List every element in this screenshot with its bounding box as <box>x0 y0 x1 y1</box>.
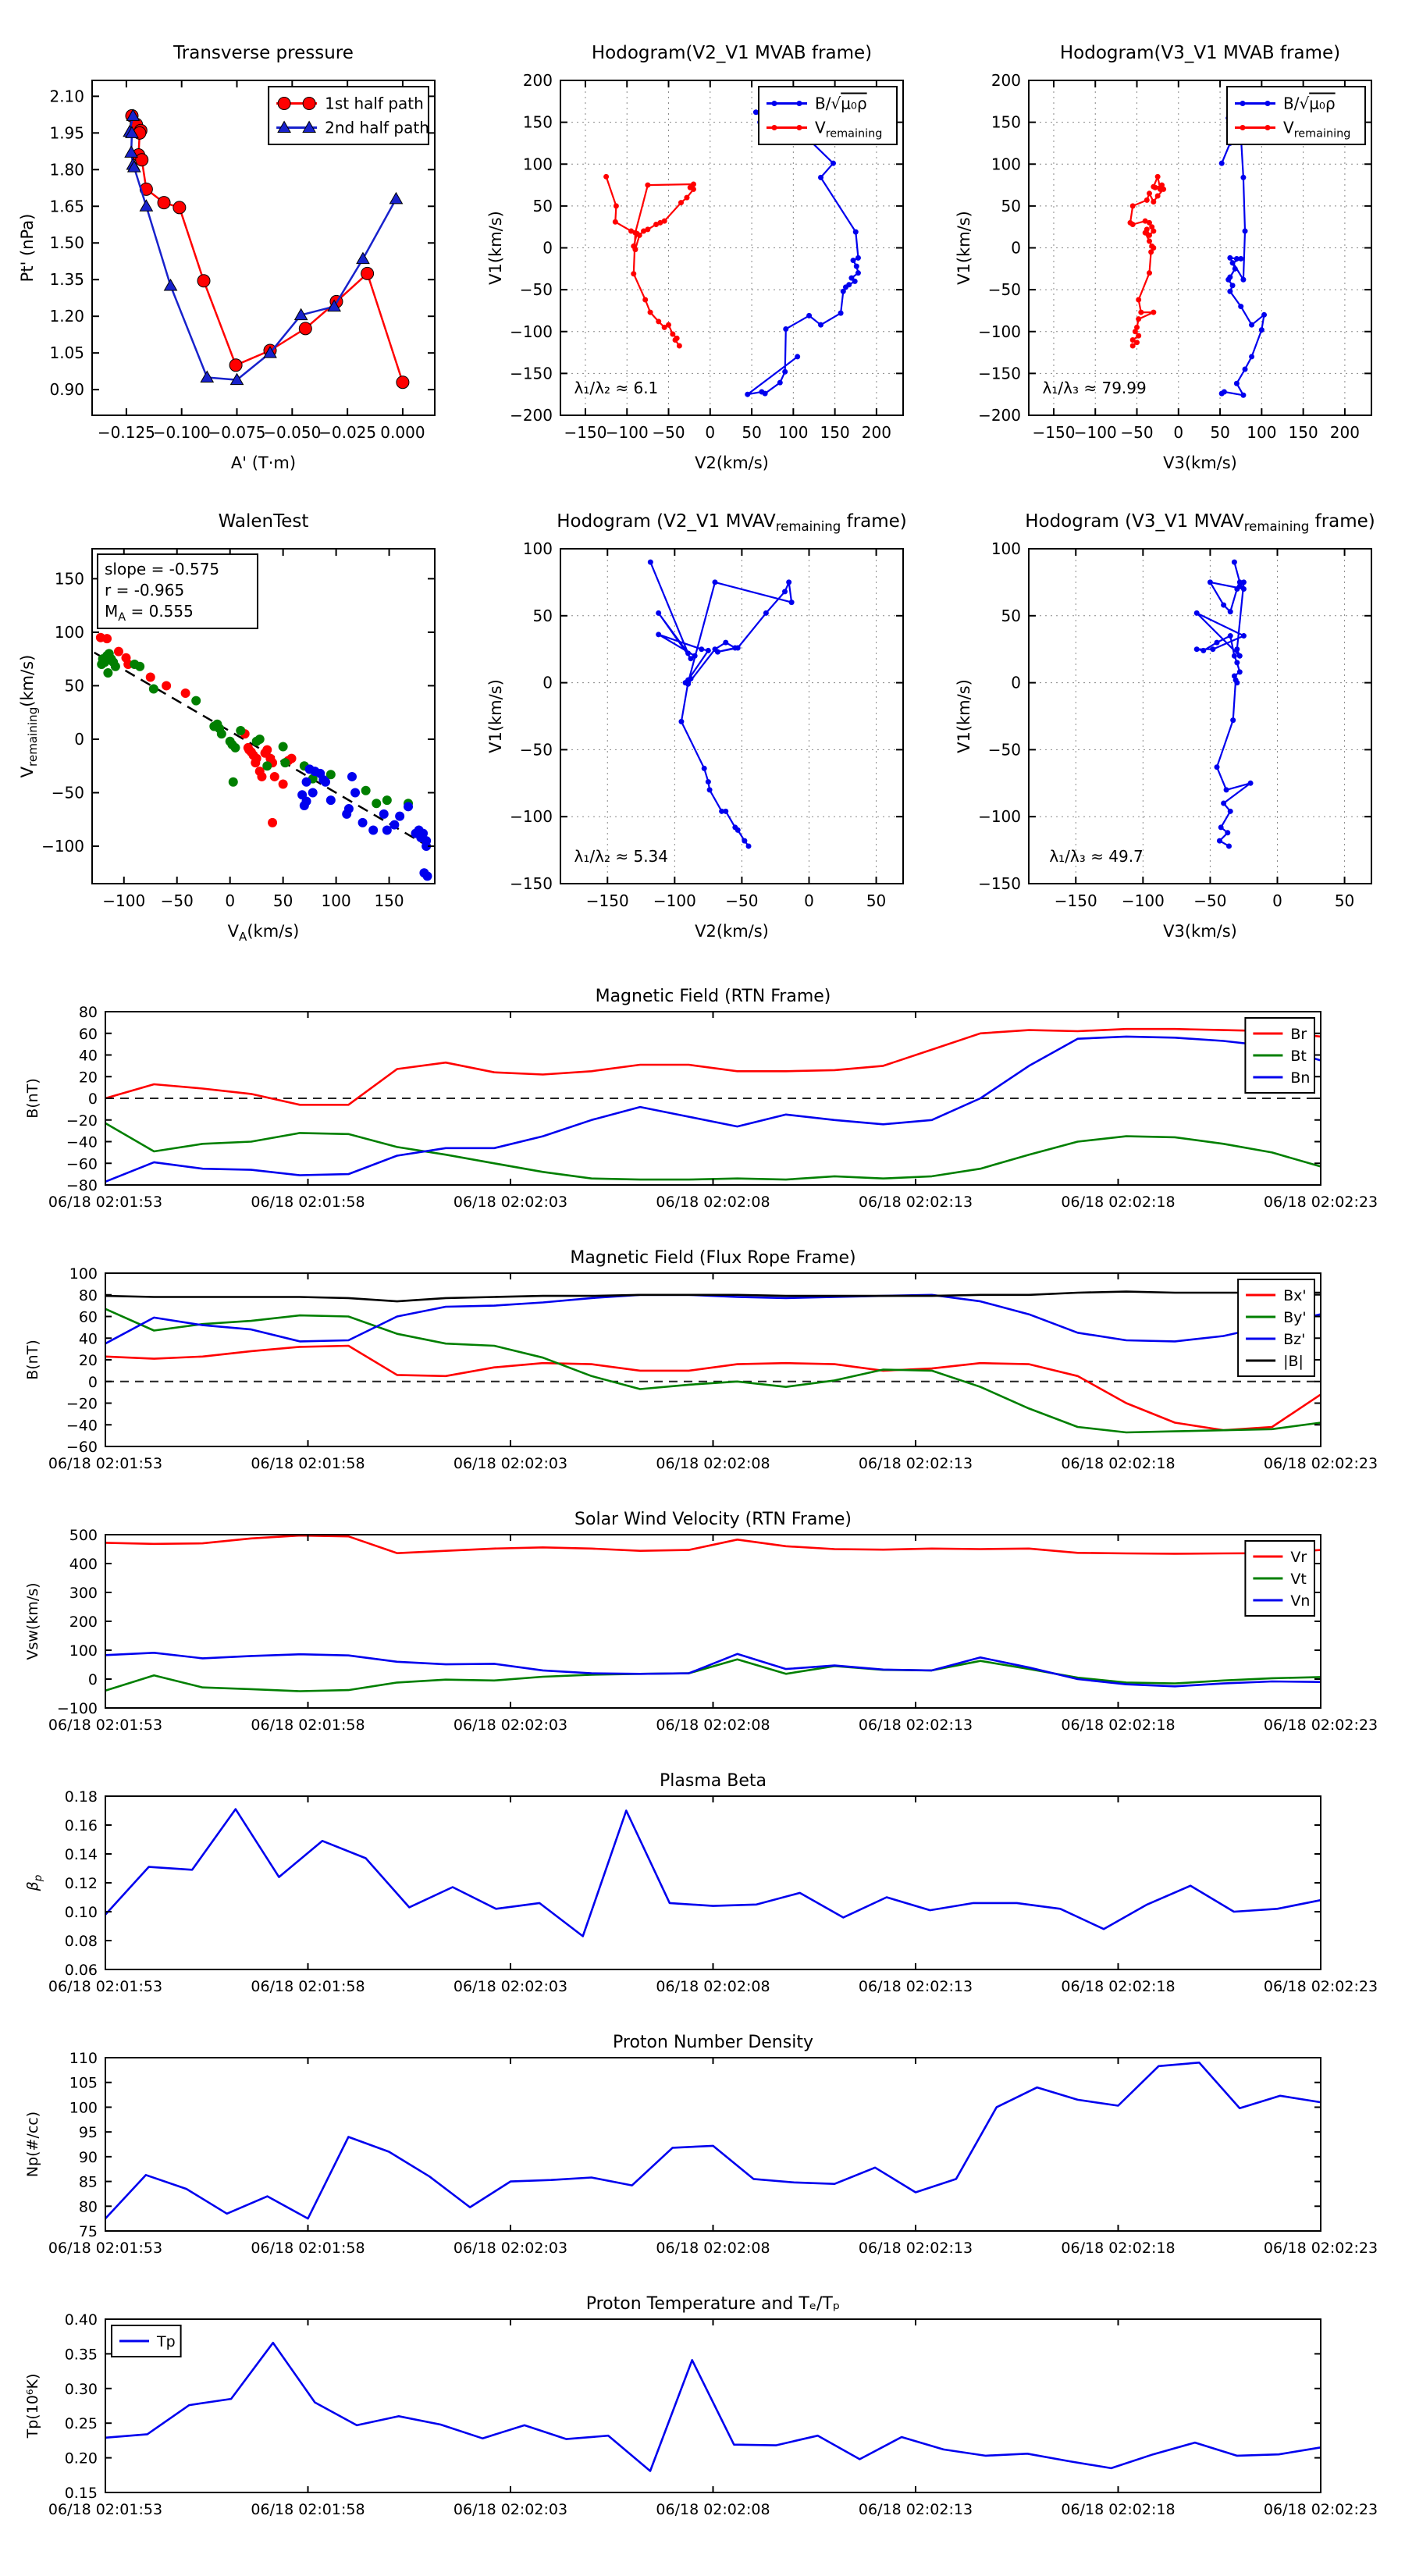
panel-b-rtn <box>0 979 1405 1240</box>
svg-text:50: 50 <box>272 891 293 910</box>
scatter-row-2 <box>0 475 1405 943</box>
svg-text:06/18 02:02:03: 06/18 02:02:03 <box>453 1978 568 1995</box>
svg-text:60: 60 <box>78 1025 98 1043</box>
svg-text:06/18 02:02:13: 06/18 02:02:13 <box>858 2501 973 2518</box>
svg-text:0.25: 0.25 <box>64 2415 98 2433</box>
svg-text:0: 0 <box>804 891 814 910</box>
svg-text:06/18 02:02:03: 06/18 02:02:03 <box>453 1717 568 1734</box>
svg-text:Bt: Bt <box>1290 1048 1307 1065</box>
svg-text:−50: −50 <box>652 423 685 442</box>
svg-text:60: 60 <box>78 1308 98 1326</box>
svg-text:Magnetic Field (RTN Frame): Magnetic Field (RTN Frame) <box>595 987 831 1006</box>
svg-text:110: 110 <box>69 2050 98 2067</box>
svg-text:06/18 02:02:03: 06/18 02:02:03 <box>453 1455 568 1472</box>
svg-text:06/18 02:02:13: 06/18 02:02:13 <box>858 1717 973 1734</box>
svg-text:06/18 02:02:03: 06/18 02:02:03 <box>453 2501 568 2518</box>
svg-text:Pt' (nPa): Pt' (nPa) <box>18 213 37 283</box>
svg-text:−0.100: −0.100 <box>152 423 211 442</box>
svg-text:Vremaining(km/s): $V_{remaining}(km/s)$ <box>18 654 40 778</box>
svg-text:−100: −100 <box>510 807 553 827</box>
svg-text:06/18 02:02:08: 06/18 02:02:08 <box>656 1455 770 1472</box>
panel-proton-temperature <box>0 2286 1405 2548</box>
svg-text:|B|: |B| <box>1283 1353 1304 1370</box>
svg-text:06/18 02:02:08: 06/18 02:02:08 <box>656 1717 770 1734</box>
svg-text:0.90: 0.90 <box>49 380 84 400</box>
svg-text:λ₁/λ₃ ≈ 49.7: λ₁/λ₃ ≈ 49.7 <box>1049 847 1144 866</box>
svg-text:−40: −40 <box>66 1133 98 1151</box>
svg-text:−150: −150 <box>585 891 629 910</box>
svg-text:Transverse pressure: Transverse pressure <box>173 43 354 63</box>
svg-text:40: 40 <box>78 1330 98 1348</box>
svg-text:95: 95 <box>78 2124 98 2142</box>
panel-hodogram-v2v1-mvav <box>468 475 937 943</box>
svg-text:06/18 02:02:08: 06/18 02:02:08 <box>656 1194 770 1211</box>
svg-text:06/18 02:01:53: 06/18 02:01:53 <box>48 1717 163 1734</box>
svg-text:Vr: Vr <box>1290 1549 1307 1566</box>
svg-text:85: 85 <box>78 2173 98 2191</box>
svg-text:Hodogram(V2_V1 MVAB frame): Hodogram(V2_V1 MVAB frame) <box>591 43 873 63</box>
svg-text:r = -0.965: r = -0.965 <box>105 581 185 600</box>
svg-text:0.12: 0.12 <box>64 1875 98 1892</box>
svg-text:−50: −50 <box>725 891 759 910</box>
svg-text:06/18 02:01:58: 06/18 02:01:58 <box>251 1978 365 1995</box>
panel-transverse-pressure <box>0 6 468 475</box>
svg-text:40: 40 <box>78 1047 98 1065</box>
svg-text:−150: −150 <box>978 874 1021 893</box>
svg-text:2.10: 2.10 <box>49 87 84 106</box>
svg-text:−150: −150 <box>564 423 607 442</box>
svg-text:100: 100 <box>69 1265 98 1283</box>
svg-text:50: 50 <box>1001 196 1021 215</box>
svg-text:06/18 02:02:13: 06/18 02:02:13 <box>858 1455 973 1472</box>
svg-text:−50: −50 <box>519 740 553 760</box>
svg-text:Np(#/cc): Np(#/cc) <box>24 2111 41 2178</box>
svg-text:Bx': Bx' <box>1283 1287 1307 1304</box>
svg-text:βp: $\beta_p$ <box>24 1874 44 1891</box>
svg-text:MA = 0.555: $M_A = 0.555$ <box>105 602 194 624</box>
svg-text:Bn: Bn <box>1290 1069 1311 1087</box>
svg-text:80: 80 <box>78 1004 98 1021</box>
svg-text:Vremaining: $V_{remaining}$ <box>1283 118 1351 141</box>
svg-text:0: 0 <box>1272 891 1282 910</box>
svg-text:1.95: 1.95 <box>49 123 84 143</box>
svg-text:50: 50 <box>1001 606 1021 625</box>
svg-text:0.06: 0.06 <box>64 1962 98 1979</box>
svg-text:150: 150 <box>991 112 1021 132</box>
svg-text:90: 90 <box>78 2148 98 2166</box>
svg-text:0.35: 0.35 <box>64 2346 98 2364</box>
svg-text:−60: −60 <box>66 1439 98 1456</box>
svg-text:50: 50 <box>866 891 887 910</box>
svg-text:1.20: 1.20 <box>49 307 84 326</box>
svg-text:−100: −100 <box>1121 891 1165 910</box>
svg-text:1st half path: 1st half path <box>325 94 424 113</box>
svg-text:06/18 02:02:23: 06/18 02:02:23 <box>1263 1455 1378 1472</box>
svg-text:50: 50 <box>1334 891 1355 910</box>
svg-text:400: 400 <box>69 1556 98 1573</box>
svg-text:06/18 02:02:08: 06/18 02:02:08 <box>656 1978 770 1995</box>
panel-plasma-beta <box>0 1763 1405 2025</box>
svg-text:150: 150 <box>54 569 84 589</box>
svg-text:0.14: 0.14 <box>64 1846 98 1863</box>
svg-text:WalenTest: WalenTest <box>218 511 309 532</box>
svg-text:50: 50 <box>1210 423 1230 442</box>
svg-text:slope = -0.575: slope = -0.575 <box>105 560 220 578</box>
svg-text:B/√μ₀ρ: B/√μ₀ρ <box>1283 94 1336 113</box>
svg-text:−50: −50 <box>987 280 1021 300</box>
svg-text:100: 100 <box>1247 423 1277 442</box>
scatter-row-1 <box>0 6 1405 475</box>
svg-text:λ₁/λ₂ ≈ 6.1: λ₁/λ₂ ≈ 6.1 <box>574 379 659 398</box>
svg-text:V3(km/s): V3(km/s) <box>1163 922 1237 941</box>
svg-text:06/18 02:01:53: 06/18 02:01:53 <box>48 2240 163 2257</box>
svg-text:A' (T·m): A' (T·m) <box>230 454 297 472</box>
svg-text:200: 200 <box>861 423 891 442</box>
svg-text:1.05: 1.05 <box>49 343 84 363</box>
svg-text:B(nT): B(nT) <box>24 1078 41 1119</box>
svg-text:Tp(10⁶K): Tp(10⁶K) <box>24 2373 41 2439</box>
svg-text:100: 100 <box>778 423 809 442</box>
svg-text:B(nT): B(nT) <box>24 1340 41 1380</box>
svg-text:Br: Br <box>1290 1026 1307 1043</box>
svg-text:1.65: 1.65 <box>49 197 84 216</box>
svg-text:Hodogram (V3_V1 MVAVremaining: Hodogram (V3_V1 $MVAV_{remaining}$ frame) <box>1025 511 1375 534</box>
svg-text:0: 0 <box>87 1091 98 1108</box>
svg-text:06/18 02:01:53: 06/18 02:01:53 <box>48 1194 163 1211</box>
svg-text:−50: −50 <box>519 280 553 300</box>
svg-text:0: 0 <box>225 891 236 910</box>
svg-text:0.000: 0.000 <box>380 423 425 442</box>
svg-text:06/18 02:02:18: 06/18 02:02:18 <box>1061 1717 1176 1734</box>
svg-text:06/18 02:01:53: 06/18 02:01:53 <box>48 1455 163 1472</box>
svg-text:06/18 02:02:13: 06/18 02:02:13 <box>858 1978 973 1995</box>
svg-text:0.15: 0.15 <box>64 2485 98 2502</box>
svg-text:06/18 02:01:58: 06/18 02:01:58 <box>251 1455 365 1472</box>
svg-text:Magnetic Field (Flux Rope Fram: Magnetic Field (Flux Rope Frame) <box>570 1248 856 1268</box>
svg-text:−60: −60 <box>66 1155 98 1173</box>
svg-text:0: 0 <box>1173 423 1184 442</box>
svg-text:λ₁/λ₃ ≈ 79.99: λ₁/λ₃ ≈ 79.99 <box>1042 379 1147 398</box>
svg-text:100: 100 <box>991 539 1021 558</box>
svg-text:500: 500 <box>69 1527 98 1544</box>
svg-text:150: 150 <box>374 891 404 910</box>
svg-text:−100: −100 <box>510 322 553 341</box>
svg-text:−100: −100 <box>1073 423 1117 442</box>
svg-text:V1(km/s): V1(km/s) <box>486 679 505 753</box>
svg-text:0.30: 0.30 <box>64 2380 98 2398</box>
svg-text:100: 100 <box>991 155 1021 174</box>
svg-text:06/18 02:02:23: 06/18 02:02:23 <box>1263 2240 1378 2257</box>
svg-text:06/18 02:02:13: 06/18 02:02:13 <box>858 2240 973 2257</box>
svg-text:0: 0 <box>1011 238 1021 258</box>
svg-text:0: 0 <box>1011 673 1021 692</box>
svg-text:1.50: 1.50 <box>49 233 84 253</box>
svg-text:−50: −50 <box>160 891 194 910</box>
svg-text:75: 75 <box>78 2223 98 2240</box>
svg-text:06/18 02:01:58: 06/18 02:01:58 <box>251 2240 365 2257</box>
svg-text:06/18 02:02:08: 06/18 02:02:08 <box>656 2240 770 2257</box>
svg-text:−100: −100 <box>41 837 84 856</box>
svg-text:50: 50 <box>532 196 553 215</box>
svg-text:06/18 02:02:03: 06/18 02:02:03 <box>453 2240 568 2257</box>
svg-text:−0.125: −0.125 <box>97 423 155 442</box>
svg-text:Hodogram (V2_V1 MVAVremaining: Hodogram (V2_V1 $MVAV_{remaining}$ frame) <box>557 511 907 534</box>
svg-text:06/18 02:02:03: 06/18 02:02:03 <box>453 1194 568 1211</box>
svg-text:−100: −100 <box>605 423 649 442</box>
svg-text:−20: −20 <box>66 1112 98 1130</box>
svg-text:06/18 02:02:18: 06/18 02:02:18 <box>1061 1455 1176 1472</box>
svg-text:−100: −100 <box>102 891 146 910</box>
svg-text:06/18 02:02:23: 06/18 02:02:23 <box>1263 1717 1378 1734</box>
svg-text:80: 80 <box>78 1286 98 1304</box>
svg-text:06/18 02:01:58: 06/18 02:01:58 <box>251 1194 365 1211</box>
svg-text:100: 100 <box>522 539 553 558</box>
svg-text:2nd half path: 2nd half path <box>325 118 429 137</box>
svg-text:100: 100 <box>522 155 553 174</box>
svg-text:Vn: Vn <box>1290 1592 1311 1610</box>
panel-walen-test <box>0 475 468 943</box>
svg-text:06/18 02:01:58: 06/18 02:01:58 <box>251 1717 365 1734</box>
svg-text:−200: −200 <box>510 406 553 425</box>
svg-text:Bz': Bz' <box>1283 1331 1306 1348</box>
svg-text:−200: −200 <box>978 406 1021 425</box>
svg-text:06/18 02:01:58: 06/18 02:01:58 <box>251 2501 365 2518</box>
svg-text:0.10: 0.10 <box>64 1904 98 1921</box>
svg-text:−150: −150 <box>1054 891 1097 910</box>
svg-text:80: 80 <box>78 2198 98 2216</box>
svg-text:100: 100 <box>69 1642 98 1660</box>
svg-text:50: 50 <box>532 606 553 625</box>
svg-text:−100: −100 <box>978 807 1021 827</box>
svg-text:−150: −150 <box>978 364 1021 383</box>
svg-text:0: 0 <box>705 423 716 442</box>
svg-text:20: 20 <box>78 1352 98 1369</box>
svg-text:V1(km/s): V1(km/s) <box>955 211 973 285</box>
svg-text:150: 150 <box>1288 423 1318 442</box>
svg-text:Vremaining: $V_{remaining}$ <box>815 118 883 141</box>
svg-text:1.35: 1.35 <box>49 270 84 290</box>
svg-text:−150: −150 <box>510 874 553 893</box>
svg-text:0.16: 0.16 <box>64 1817 98 1834</box>
svg-text:105: 105 <box>69 2074 98 2092</box>
svg-text:06/18 02:02:18: 06/18 02:02:18 <box>1061 1194 1176 1211</box>
svg-text:300: 300 <box>69 1585 98 1602</box>
svg-text:06/18 02:02:08: 06/18 02:02:08 <box>656 2501 770 2518</box>
svg-text:100: 100 <box>321 891 351 910</box>
svg-text:Hodogram(V3_V1 MVAB frame): Hodogram(V3_V1 MVAB frame) <box>1059 43 1341 63</box>
svg-text:−0.050: −0.050 <box>263 423 322 442</box>
svg-text:−80: −80 <box>66 1177 98 1194</box>
svg-text:200: 200 <box>69 1614 98 1631</box>
svg-text:0: 0 <box>74 729 84 749</box>
svg-text:Plasma Beta: Plasma Beta <box>660 1771 767 1791</box>
svg-text:V3(km/s): V3(km/s) <box>1163 454 1237 472</box>
svg-text:−100: −100 <box>653 891 696 910</box>
svg-text:−0.075: −0.075 <box>208 423 266 442</box>
panel-proton-density <box>0 2025 1405 2286</box>
svg-text:−50: −50 <box>987 740 1021 760</box>
svg-text:B/√μ₀ρ: B/√μ₀ρ <box>815 94 867 113</box>
svg-text:06/18 02:02:18: 06/18 02:02:18 <box>1061 2240 1176 2257</box>
svg-text:−100: −100 <box>978 322 1021 341</box>
svg-text:1.80: 1.80 <box>49 160 84 180</box>
svg-text:0: 0 <box>87 1373 98 1391</box>
svg-text:V1(km/s): V1(km/s) <box>486 211 505 285</box>
svg-text:V2(km/s): V2(km/s) <box>695 922 769 941</box>
svg-text:150: 150 <box>820 423 850 442</box>
svg-text:0.18: 0.18 <box>64 1788 98 1806</box>
svg-text:−150: −150 <box>510 364 553 383</box>
svg-text:−150: −150 <box>1032 423 1076 442</box>
svg-text:50: 50 <box>64 676 84 696</box>
svg-text:06/18 02:01:53: 06/18 02:01:53 <box>48 1978 163 1995</box>
svg-text:0.40: 0.40 <box>64 2311 98 2329</box>
panel-hodogram-v3v1-mvav <box>937 475 1405 943</box>
svg-text:0.20: 0.20 <box>64 2450 98 2467</box>
svg-text:06/18 02:02:18: 06/18 02:02:18 <box>1061 1978 1176 1995</box>
svg-text:−0.025: −0.025 <box>318 423 377 442</box>
svg-text:Vsw(km/s): Vsw(km/s) <box>24 1582 41 1660</box>
panel-hodogram-v3v1-mvab <box>937 6 1405 475</box>
svg-text:20: 20 <box>78 1069 98 1087</box>
svg-text:Proton Temperature and Tₑ/Tₚ: Proton Temperature and Tₑ/Tₚ <box>585 2294 841 2314</box>
svg-text:−50: −50 <box>1120 423 1154 442</box>
svg-text:06/18 02:01:53: 06/18 02:01:53 <box>48 2501 163 2518</box>
svg-text:−100: −100 <box>56 1700 98 1717</box>
svg-text:By': By' <box>1283 1309 1307 1326</box>
svg-text:100: 100 <box>54 622 84 642</box>
svg-text:0: 0 <box>542 673 553 692</box>
panel-hodogram-v2v1-mvab <box>468 6 937 475</box>
svg-text:Proton Number Density: Proton Number Density <box>613 2033 813 2052</box>
svg-text:Tp: Tp <box>157 2333 176 2350</box>
svg-text:V2(km/s): V2(km/s) <box>695 454 769 472</box>
svg-text:06/18 02:02:23: 06/18 02:02:23 <box>1263 2501 1378 2518</box>
panel-b-fluxrope <box>0 1240 1405 1502</box>
svg-text:−20: −20 <box>66 1395 98 1413</box>
svg-text:−50: −50 <box>51 783 84 802</box>
svg-text:λ₁/λ₂ ≈ 5.34: λ₁/λ₂ ≈ 5.34 <box>574 847 669 866</box>
time-series-stack <box>0 979 1405 2548</box>
svg-text:V1(km/s): V1(km/s) <box>955 679 973 753</box>
panel-vsw-rtn <box>0 1502 1405 1763</box>
svg-text:200: 200 <box>991 71 1021 90</box>
svg-text:0: 0 <box>87 1671 98 1688</box>
svg-text:Solar Wind Velocity (RTN Frame: Solar Wind Velocity (RTN Frame) <box>574 1510 852 1529</box>
svg-text:0: 0 <box>542 238 553 258</box>
svg-text:200: 200 <box>1329 423 1360 442</box>
svg-text:0.08: 0.08 <box>64 1933 98 1950</box>
svg-text:150: 150 <box>522 112 553 132</box>
svg-text:06/18 02:02:13: 06/18 02:02:13 <box>858 1194 973 1211</box>
svg-text:VA(km/s): $V_A(km/s)$ <box>227 922 300 943</box>
svg-text:−40: −40 <box>66 1417 98 1435</box>
svg-text:06/18 02:02:18: 06/18 02:02:18 <box>1061 2501 1176 2518</box>
svg-text:50: 50 <box>742 423 762 442</box>
svg-text:06/18 02:02:23: 06/18 02:02:23 <box>1263 1194 1378 1211</box>
svg-text:200: 200 <box>522 71 553 90</box>
svg-text:−50: −50 <box>1193 891 1227 910</box>
svg-text:100: 100 <box>69 2099 98 2117</box>
svg-text:06/18 02:02:23: 06/18 02:02:23 <box>1263 1978 1378 1995</box>
svg-text:Vt: Vt <box>1290 1571 1307 1588</box>
